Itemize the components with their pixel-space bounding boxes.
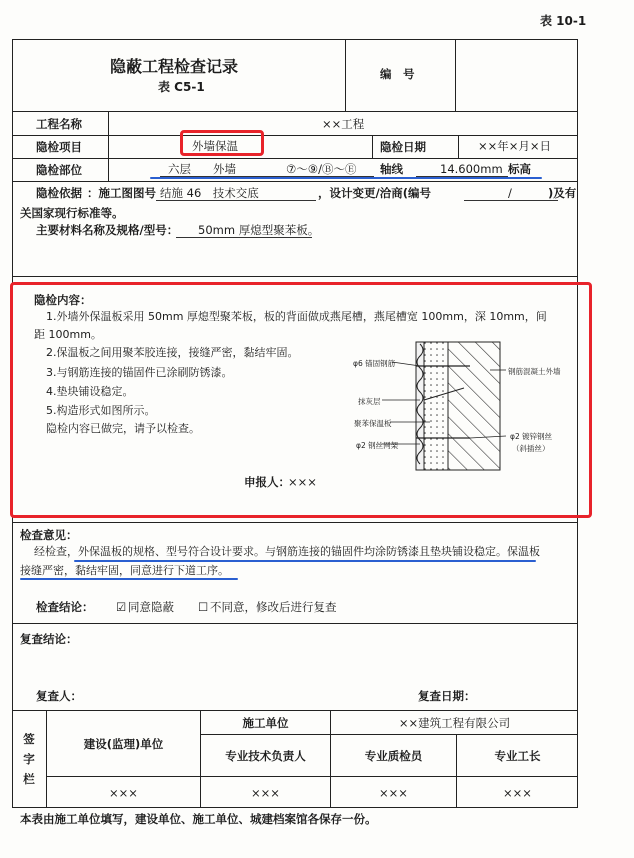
content-highlight [10, 282, 592, 518]
owner-label: 建设(监理)单位 [83, 736, 164, 751]
basis-label: 隐检依据 [36, 186, 82, 200]
location-label: 隐检部位 [36, 163, 82, 177]
foreman-label: 专业工长 [494, 748, 541, 763]
agree-checkbox[interactable]: ☑ [116, 600, 127, 614]
opinion-line2: 接缝严密，黏结牢固，同意进行下道工序。 [20, 564, 229, 577]
form-title: 隐蔽工程检查记录 [110, 57, 239, 76]
diagram-label-wire-note: （斜插丝） [512, 444, 550, 453]
footer-note: 本表由施工单位填写，建设单位、施工单位、城建档案馆各保存一份。 [20, 812, 377, 826]
content-item-6: 隐检内容已做完，请予以检查。 [46, 422, 200, 435]
qc-sign: ××× [379, 785, 408, 800]
tech-lead-sign: ××× [251, 785, 280, 800]
project-name-label: 工程名称 [36, 117, 82, 131]
opinion-label: 检查意见： [20, 528, 78, 542]
recheck-label: 复查结论： [20, 632, 78, 646]
diagram-label-anchor: φ6 锚固钢筋 [353, 359, 396, 368]
page-label: 表 10-1 [540, 14, 587, 28]
project-name: ××工程 [322, 117, 365, 131]
reporter-value: ××× [288, 475, 317, 489]
opinion-underline-1 [74, 560, 536, 562]
location-part: 外墙 [213, 162, 236, 176]
content-item-3: 3.与钢筋连接的锚固件已涂刷防锈漆。 [46, 366, 233, 379]
location-axis: ⑦～⑨/Ⓑ～Ⓔ [286, 162, 357, 176]
qc-label: 专业质检员 [364, 748, 423, 763]
basis-drawing: 结施 46 技术交底 [160, 186, 259, 200]
form-subtitle: 表 C5-1 [158, 80, 205, 94]
content-label: 隐检内容： [34, 293, 92, 307]
elevation-label: 标高 [508, 162, 531, 176]
contractor-name: ××建筑工程有限公司 [398, 715, 511, 730]
content-item-1b: 距 100mm。 [34, 328, 102, 341]
foreman-sign: ××× [503, 785, 532, 800]
content-item-2: 2.保温板之间用聚苯胶连接，接缝严密，黏结牢固。 [46, 346, 299, 359]
date-label: 隐检日期 [380, 140, 426, 154]
rechecker-label: 复查人： [36, 689, 82, 703]
disagree-label: 不同意，修改后进行复查 [210, 600, 337, 614]
location-underline [150, 177, 542, 179]
owner-sign: ××× [109, 785, 138, 800]
sign-column-label: 签 字 栏 [23, 732, 35, 786]
content-item-1: 1.外墙外保温板采用 50mm 厚熄型聚苯板，板的背面做成燕尾槽，燕尾槽宽 100mm，深 10mm，间 [46, 310, 547, 323]
basis-text2: ，设计变更/洽商(编号 [318, 186, 431, 200]
location-floor: 六层 [168, 162, 191, 176]
basis-line2: 关国家现行标准等。 [20, 206, 124, 220]
conclusion-label: 检查结论： [36, 600, 94, 614]
reporter-label: 申报人： [244, 475, 290, 489]
number-label: 编 号 [380, 67, 415, 81]
diagram-label-plaster: 抹灰层 [358, 397, 381, 406]
diagram-label-board: 聚苯保温板 [354, 419, 392, 428]
content-item-5: 5.构造形式如图所示。 [46, 404, 156, 417]
tech-lead-label: 专业技术负责人 [225, 748, 306, 763]
diagram-label-wall: 钢筋混凝土外墙 [508, 367, 561, 376]
materials-label: 主要材料名称及规格/型号： [36, 223, 179, 237]
diagram-label-wire: φ2 镀锌钢丝 [510, 432, 553, 441]
hidden-item-value: 外墙保温 [192, 139, 238, 153]
agree-label: 同意隐蔽 [128, 600, 174, 614]
hidden-item-highlight [180, 130, 264, 156]
diagram-label-mesh: φ2 钢丝网架 [356, 441, 399, 450]
basis-text1: ：施工图图号 [87, 186, 156, 200]
basis-change: / [508, 186, 512, 200]
contractor-label: 施工单位 [242, 715, 289, 730]
content-item-4: 4.垫块铺设稳定。 [46, 385, 134, 398]
materials-value: 50mm 厚熄型聚苯板。 [198, 223, 320, 237]
recheck-date-label: 复查日期： [418, 689, 476, 703]
basis-text3: )及有 [548, 186, 577, 200]
hidden-item-label: 隐检项目 [36, 140, 82, 154]
opinion-underline-2 [20, 578, 238, 580]
axis-label: 轴线 [380, 162, 403, 176]
opinion-line1: 经检查，外保温板的规格、型号符合设计要求。与钢筋连接的锚固件均涂防锈漆且垫块铺设稳定。保温板 [34, 545, 540, 558]
elevation-value: 14.600mm [440, 162, 503, 176]
date-value: ××年×月×日 [478, 139, 552, 153]
disagree-checkbox[interactable]: ☐ [198, 600, 209, 614]
